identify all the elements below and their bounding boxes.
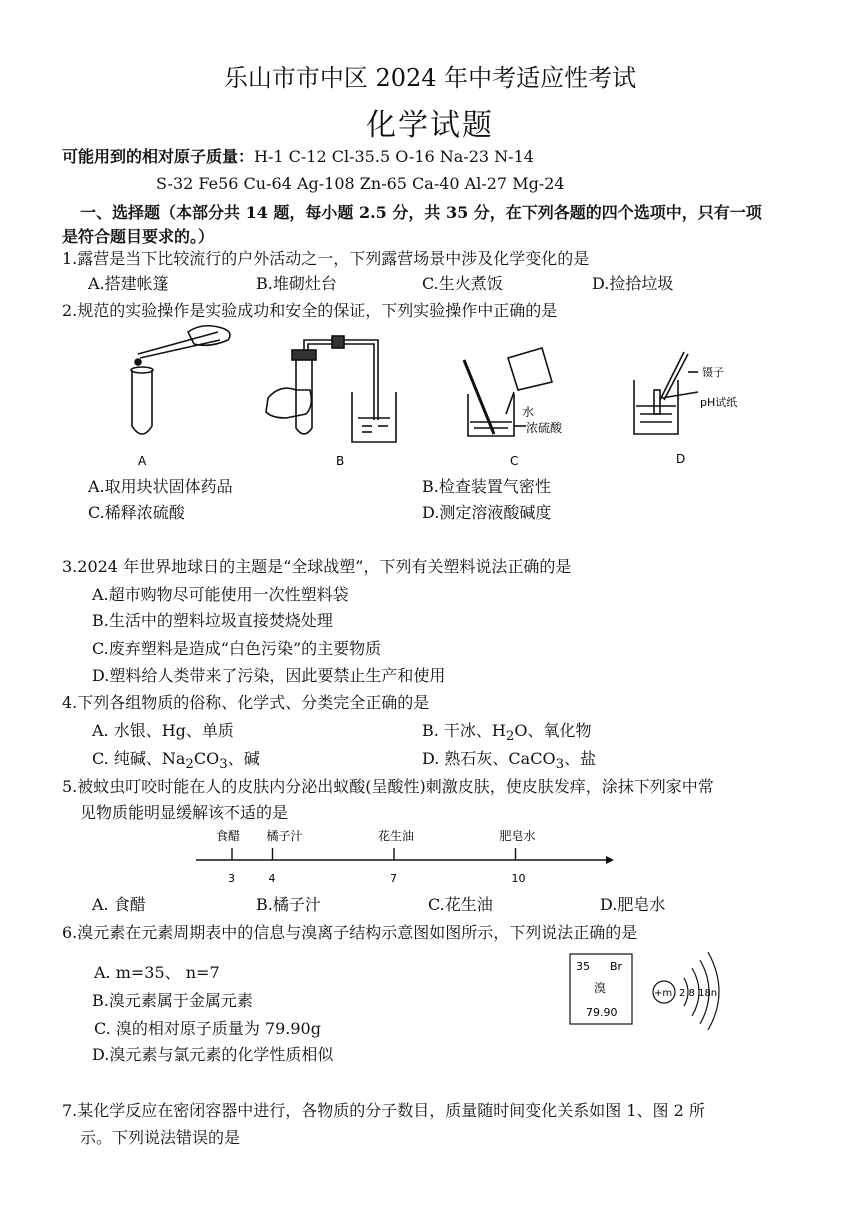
figure-a-test-tube: [131, 326, 230, 434]
section1-heading-cont: 是符合题目要求的。）: [62, 227, 215, 246]
q5-option-c: C.花生油: [428, 895, 493, 914]
figure-b-airtightness: [266, 336, 396, 442]
figure-d-label: D: [676, 452, 686, 466]
q5-option-b: B.橘子汁: [256, 895, 321, 914]
q2-option-a: A.取用块状固体药品: [88, 477, 233, 496]
q7-stem: 7.某化学反应在密闭容器中进行，各物质的分子数目，质量随时间变化关系如图 1、图 2 所: [62, 1101, 705, 1120]
atomic-masses-line2: S-32 Fe56 Cu-64 Ag-108 Zn-65 Ca-40 Al-27 Mg-24: [156, 174, 565, 193]
figure-d-ph-label: pH试纸: [700, 396, 738, 409]
q6-option-c: C. 溴的相对原子质量为 79.90g: [94, 1019, 321, 1038]
q1-option-d: D.捡拾垃圾: [592, 274, 674, 293]
figure-c-water-label: 水: [522, 405, 535, 419]
q5-stem-cont: 见物质能明显缓解该不适的是: [80, 803, 289, 822]
q3-option-c: C.废弃塑料是造成“白色污染”的主要物质: [92, 639, 382, 658]
ph-item-label: 肥皂水: [499, 829, 536, 843]
q6-option-a: A. m=35、 n=7: [94, 963, 220, 982]
q3-option-a: A.超市购物尽可能使用一次性塑料袋: [92, 585, 349, 604]
q4-stem: 4.下列各组物质的俗称、化学式、分类完全正确的是: [62, 693, 430, 712]
subject-title: 化学试题: [366, 108, 494, 143]
figure-c-label: C: [510, 454, 519, 468]
q3-option-b: B.生活中的塑料垃圾直接焚烧处理: [92, 611, 333, 630]
figure-d-ph-test: [634, 352, 698, 434]
ph-value-label: 4: [268, 872, 276, 885]
q2-option-b: B.检查装置气密性: [422, 477, 551, 496]
shell-electrons: 2 8 18n: [679, 988, 718, 999]
q2-option-c: C.稀释浓硫酸: [88, 503, 185, 522]
atomic-masses-line1: [62, 144, 534, 167]
ph-value-label: 7: [390, 872, 397, 885]
ph-axis-arrow: [606, 856, 614, 864]
q2-stem: 2.规范的实验操作是实验成功和安全的保证，下列实验操作中正确的是: [62, 301, 558, 320]
figure-c-acid-label: 浓硫酸: [526, 421, 563, 435]
q3-stem: 3.2024 年世界地球日的主题是“全球战塑”，下列有关塑料说法正确的是: [62, 557, 572, 576]
q5-option-d: D.肥皂水: [600, 895, 666, 914]
atomic-masses-values1: H-1 C-12 Cl-35.5 O-16 Na-23 N-14: [254, 147, 534, 166]
element-name: 溴: [594, 981, 607, 995]
q4-option-c: C. 纯碱、$Na_2CO_3$、碱: [92, 749, 260, 773]
q2-apparatus-figures: [110, 318, 750, 476]
ph-item-label: 橘子汁: [266, 829, 303, 843]
atomic-masses-label: 可能用到的相对原子质量：: [62, 147, 255, 166]
q4-option-b: B. 干冰、$H_2O$、氧化物: [422, 721, 592, 745]
q1-option-c: C.生火煮饭: [422, 274, 503, 293]
element-number: 35: [576, 960, 590, 973]
q5-option-a: A. 食醋: [92, 895, 146, 914]
ph-item-label: 花生油: [378, 829, 415, 843]
q5-ph-scale: [196, 822, 616, 888]
q6-option-b: B.溴元素属于金属元素: [92, 991, 253, 1010]
figure-b-label: B: [336, 454, 345, 468]
q1-option-b: B.堆砌灶台: [256, 274, 337, 293]
q1-stem: 1.露营是当下比较流行的户外活动之一，下列露营场景中涉及化学变化的是: [62, 249, 590, 268]
q1-option-a: A.搭建帐篷: [88, 274, 169, 293]
q3-option-d: D.塑料给人类带来了污染，因此要禁止生产和使用: [92, 666, 446, 685]
nucleus-charge: +m: [654, 988, 673, 999]
q6-stem: 6.溴元素在元素周期表中的信息与溴离子结构示意图如图所示，下列说法正确的是: [62, 923, 638, 942]
q7-stem-cont: 示。下列说法错误的是: [80, 1128, 241, 1147]
q5-stem: 5.被蚊虫叮咬时能在人的皮肤内分泌出蚁酸(呈酸性)刺激皮肤，使皮肤发痒，涂抹下列家中常: [62, 777, 714, 796]
q4-option-a: A. 水银、Hg、单质: [92, 721, 234, 740]
q4-option-d: D. 熟石灰、CaCO$_3$、盐: [422, 749, 597, 773]
ph-value-label: 3: [228, 872, 235, 885]
q2-option-d: D.测定溶液酸碱度: [422, 503, 552, 522]
q6-option-d: D.溴元素与氯元素的化学性质相似: [92, 1045, 334, 1064]
exam-title: 乐山市市中区 2024 年中考适应性考试: [223, 64, 637, 92]
ph-value-label: 10: [511, 872, 526, 885]
figure-a-label: A: [138, 454, 147, 468]
figure-d-tweezers-label: 镊子: [702, 366, 724, 379]
section1-heading: 一、选择题（本部分共 14 题，每小题 2.5 分，共 35 分，在下列各题的四个选项中，只有一项: [80, 203, 762, 222]
ph-item-label: 食醋: [216, 829, 241, 843]
q6-bromine-figure: [566, 948, 732, 1030]
element-mass: 79.90: [586, 1006, 618, 1019]
element-symbol: Br: [610, 960, 623, 973]
